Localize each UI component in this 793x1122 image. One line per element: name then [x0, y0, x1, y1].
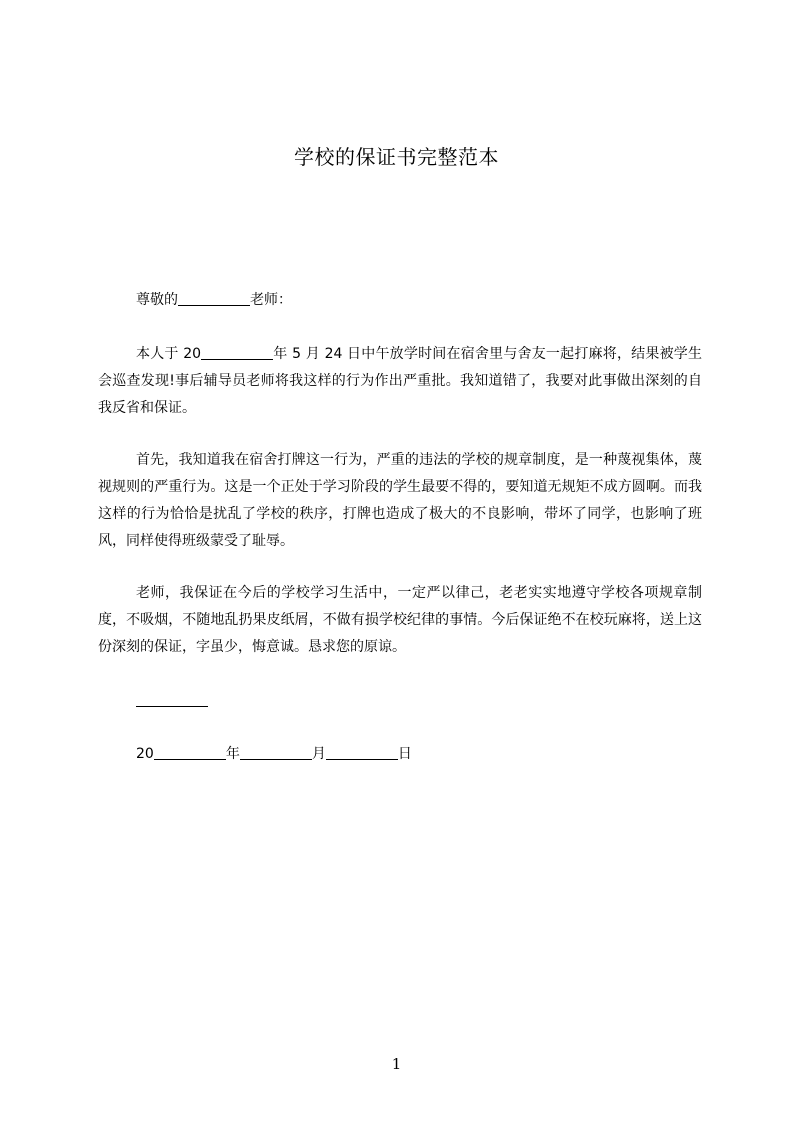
date-month-blank [240, 745, 312, 760]
salutation-prefix: 尊敬的 [136, 292, 178, 308]
date-day-label: 日 [397, 746, 412, 762]
paragraph-promise: 老师，我保证在今后的学校学习生活中，一定严以律己，老老实实地遵守学校各项规章制度，不吸烟，不随地乱扔果皮纸屑，不做有损学校纪律的事情。今后保证绝不在校玩麻将，送上这份深刻的保证，字虽少，悔意诚。恳求您的原谅。 [98, 585, 702, 655]
paragraph-incident-prefix: 本人于 20 [136, 346, 202, 362]
year-blank [201, 345, 273, 360]
date-year-blank [154, 745, 226, 760]
paragraph-incident [98, 341, 702, 422]
salutation-suffix: 老师： [250, 292, 292, 308]
date-year-label: 年 [225, 746, 240, 762]
page-title: 学校的保证书完整范本 [294, 145, 499, 169]
paragraph-reflection: 首先，我知道我在宿舍打牌这一行为，严重的违法的学校的规章制度，是一种蔑视集体，蔑视规则的严重行为。这是一个正处于学习阶段的学生最要不得的，要知道无规矩不成方圆啊。而我这样的行为恰恰是扰乱了学校的秩序，打牌也造成了极大的不良影响，带坏了同学，也影响了班风，同样使得班级蒙受了耻辱。 [98, 452, 702, 549]
date-year-prefix: 20 [136, 746, 154, 762]
date-line [136, 741, 412, 768]
date-month-label: 月 [311, 746, 326, 762]
teacher-name-blank [178, 291, 250, 306]
date-day-blank [326, 745, 398, 760]
page-number: 1 [391, 1055, 402, 1073]
salutation [136, 287, 292, 314]
signature-line [136, 706, 208, 707]
paragraph-incident-text: 年 5 月 24 日中午放学时间在宿舍里与舍友一起打麻将，结果被学生会巡查发现!事后辅导员老师将我这样的行为作出严重批。我知道错了，我要对此事做出深刻的自我反省和保证。 [98, 346, 702, 416]
